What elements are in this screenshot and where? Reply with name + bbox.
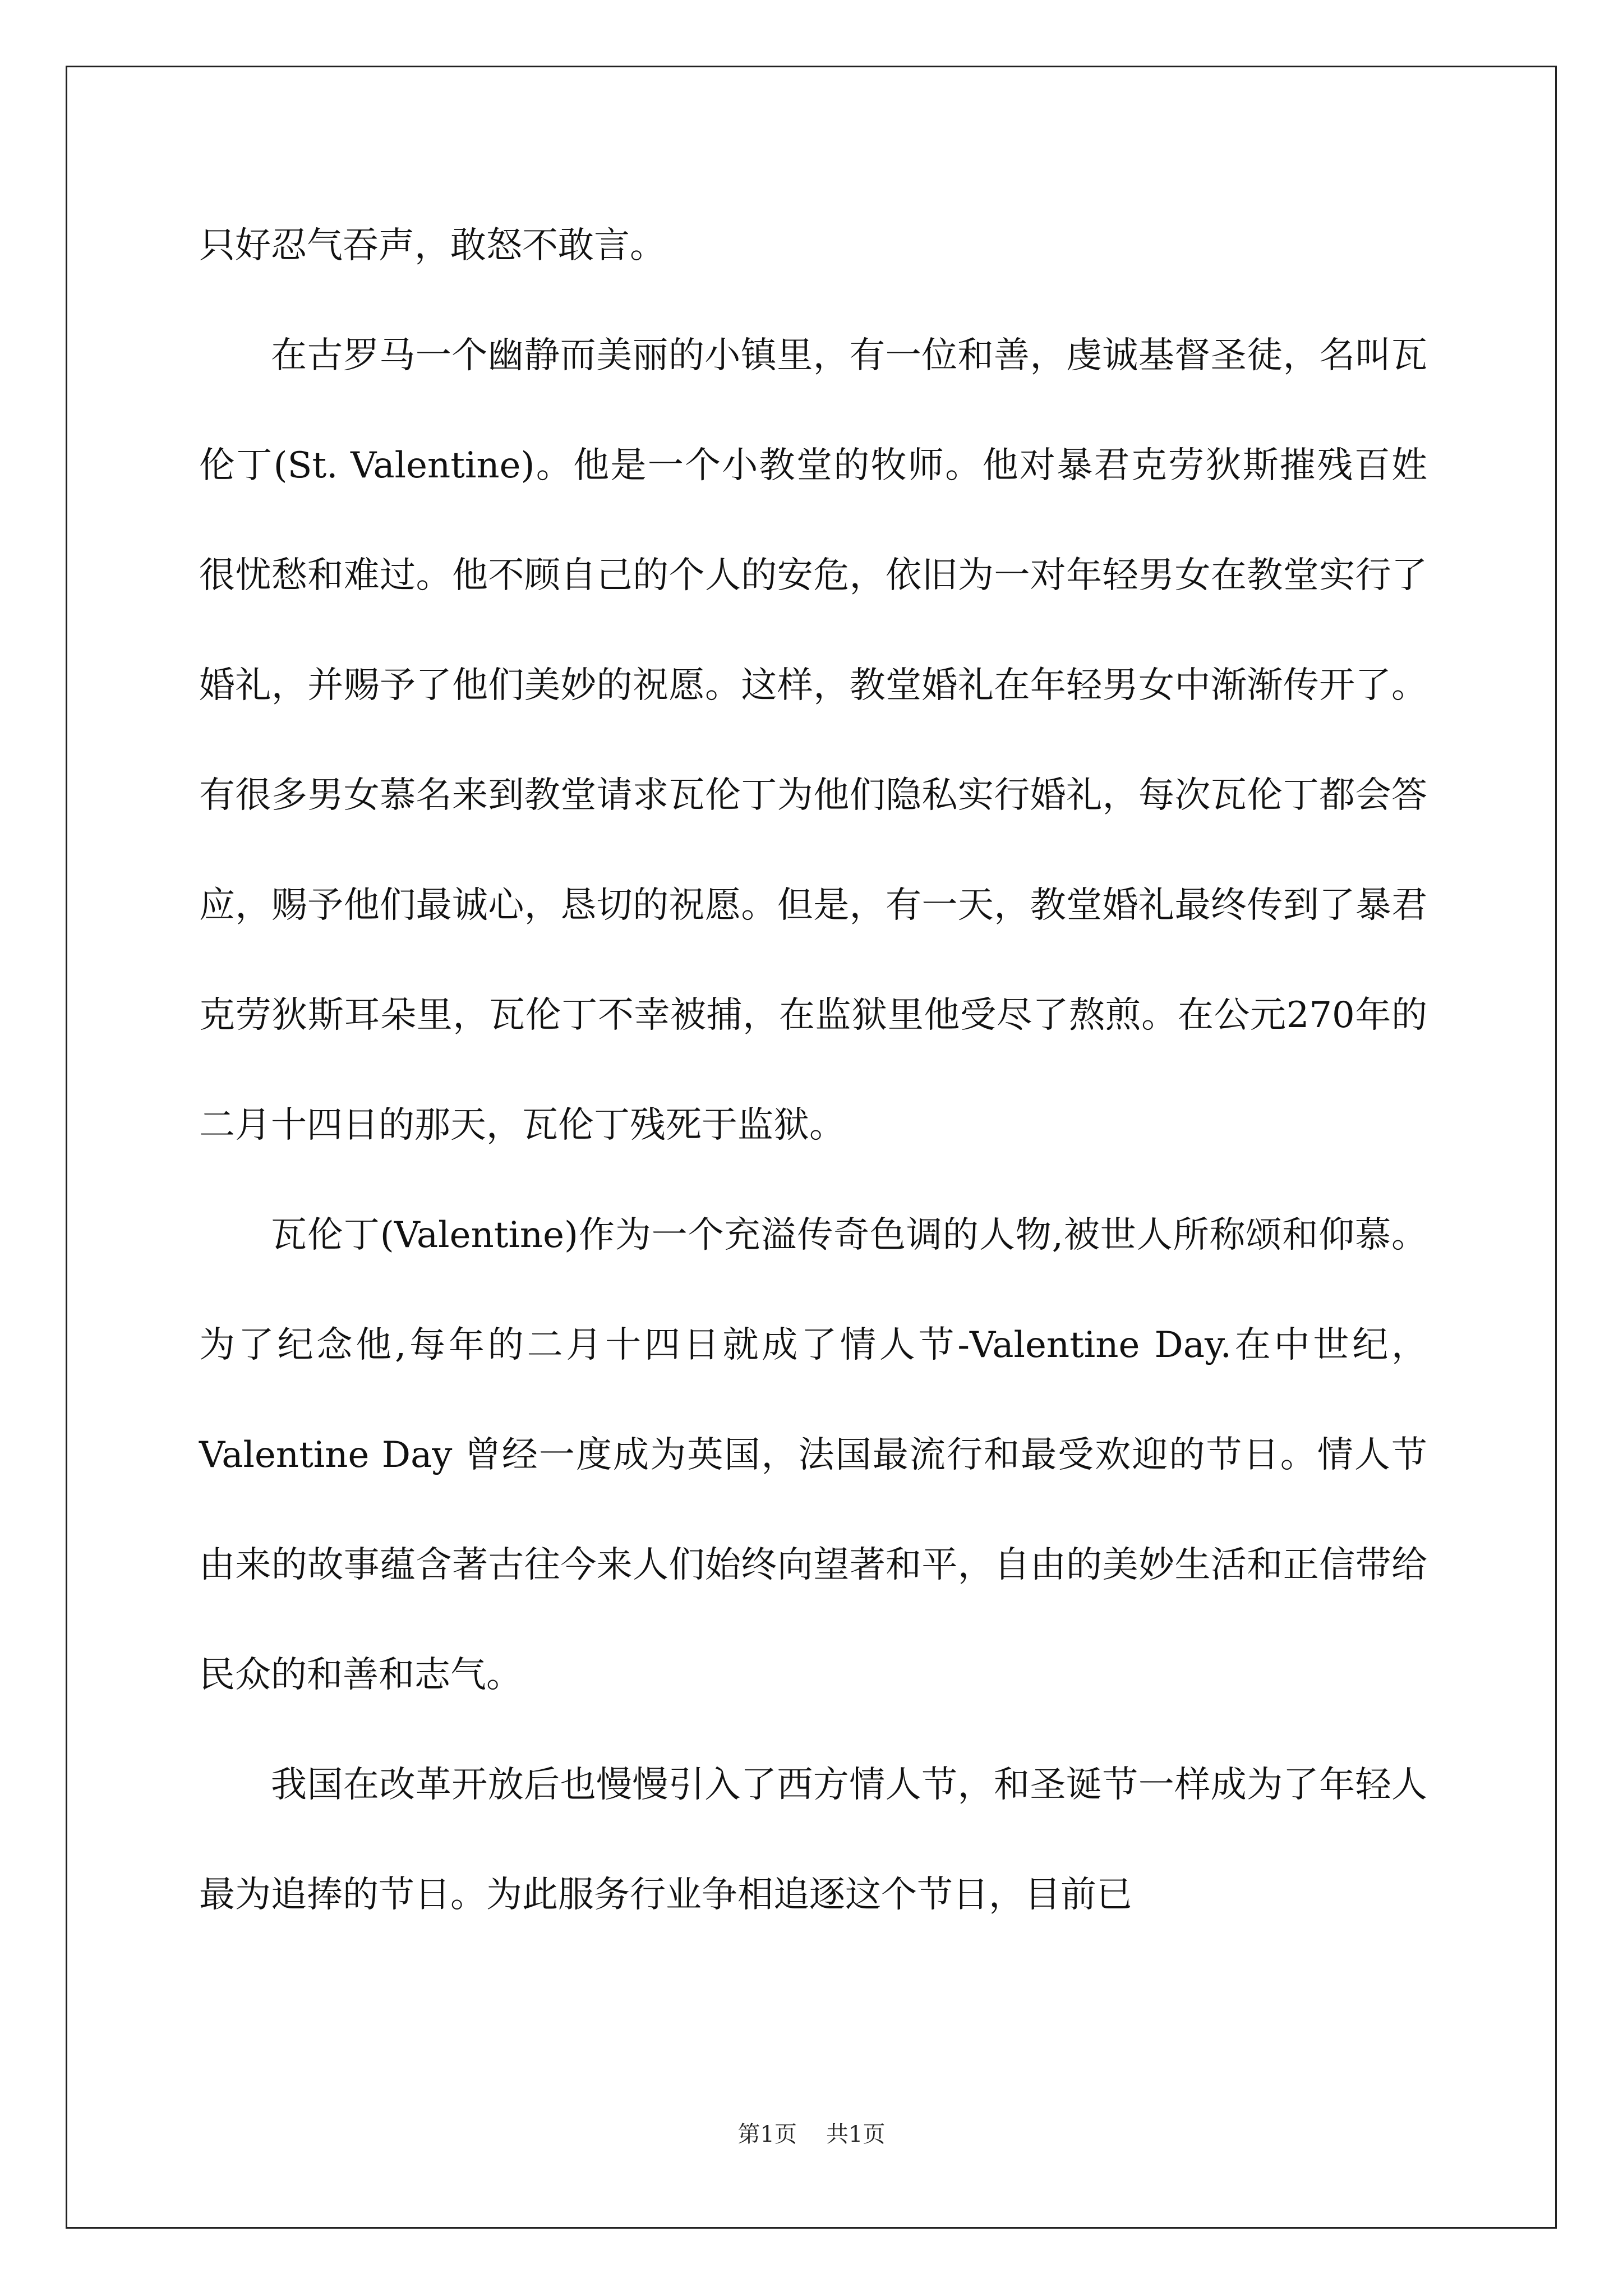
- paragraph-3: 瓦伦丁(Valentine)作为一个充溢传奇色调的人物,被世人所称颂和仰慕。为了纪念他,每年的二月十四日就成了情人节-Valentine Day.在中世纪，Valentine Day 曾经一度成为英国，法国最流行和最受欢迎的节日。情人节由来的故事蕴含著古往今来人们始终向望著和平，自由的美妙生活和正信带给民众的和善和志气。: [199, 1214, 1427, 1696]
- page-total: 共1页: [826, 2122, 886, 2147]
- paragraph-4: 我国在改革开放后也慢慢引入了西方情人节，和圣诞节一样成为了年轻人最为追捧的节日。为此服务行业争相追逐这个节日，目前已: [199, 1764, 1427, 1916]
- paragraph-2: 在古罗马一个幽静而美丽的小镇里，有一位和善，虔诚基督圣徒，名叫瓦伦丁(St. Valentine)。他是一个小教堂的牧师。他对暴君克劳狄斯摧残百姓很忧愁和难过。他不顾自己的个人的安危，依旧为一对年轻男女在教堂实行了婚礼，并赐予了他们美妙的祝愿。这样，教堂婚礼在年轻男女中渐渐传开了。有很多男女慕名来到教堂请求瓦伦丁为他们隐私实行婚礼，每次瓦伦丁都会答应，赐予他们最诚心，恳切的祝愿。但是，有一天，教堂婚礼最终传到了暴君克劳狄斯耳朵里，瓦伦丁不幸被捕，在监狱里他受尽了熬煎。在公元270年的二月十四日的那天，瓦伦丁残死于监狱。: [199, 335, 1427, 1146]
- page-footer: [0, 2120, 1623, 2148]
- paragraph-1: 只好忍气吞声，敢怒不敢言。: [199, 225, 666, 266]
- page-number: 第1页: [737, 2122, 797, 2147]
- document-body: [199, 191, 1427, 1950]
